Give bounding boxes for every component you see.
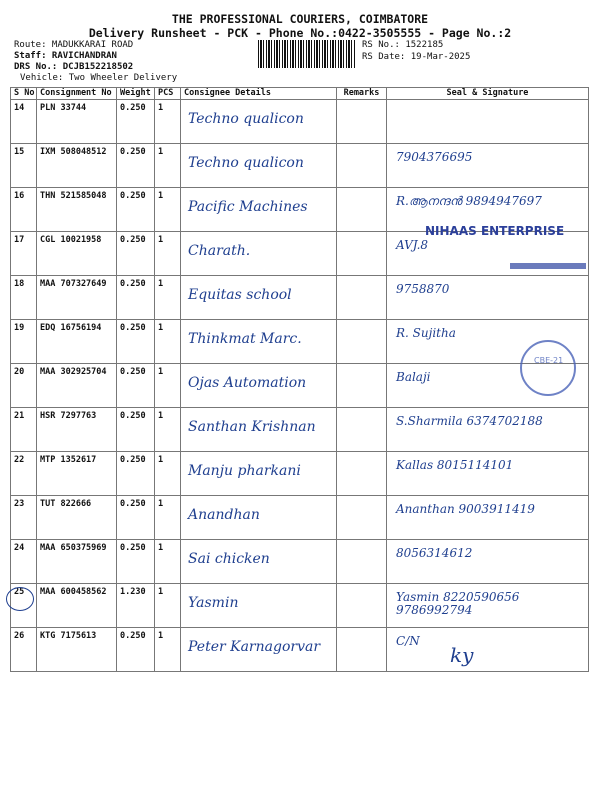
cell-pcs-text: 1: [158, 455, 164, 465]
cell-weight: [117, 452, 155, 496]
cell-sno-text: 25: [14, 587, 25, 597]
cell-consignee: [181, 408, 337, 452]
cell-consignee-text: Yasmin: [188, 595, 239, 611]
cell-consignee: [181, 628, 337, 672]
cell-signature-text: C/N: [396, 634, 420, 648]
cell-consignee: [181, 100, 337, 144]
cell-weight: [117, 232, 155, 276]
cell-weight-text: 0.250: [120, 411, 146, 421]
cell-signature-text: Kallas 8015114101: [396, 458, 514, 472]
cell-signature-text: Yasmin 8220590656 9786992794: [396, 590, 520, 617]
cell-sno-text: 24: [14, 543, 25, 553]
cell-consignee-text: Techno qualicon: [188, 155, 304, 171]
cell-consignee: [181, 540, 337, 584]
cell-weight: [117, 628, 155, 672]
cell-consignee: [181, 452, 337, 496]
cell-sno: [11, 628, 37, 672]
cell-weight-text: 0.250: [120, 235, 146, 245]
cell-consignee-text: Anandhan: [188, 507, 260, 523]
cell-signature-text: AVJ.8: [396, 238, 429, 252]
cell-weight-text: 0.250: [120, 191, 146, 201]
cell-consignment-no: [37, 628, 117, 672]
cell-consignee-text: Pacific Machines: [188, 199, 308, 215]
cell-pcs-text: 1: [158, 323, 164, 333]
cell-pcs: [155, 628, 181, 672]
cell-weight-text: 0.250: [120, 279, 146, 289]
cell-weight: [117, 188, 155, 232]
runsheet-title: Delivery Runsheet - PCK - Phone No.:0422-3505555 - Page No.:2: [88, 26, 512, 40]
cell-signature-text: 7904376695: [396, 150, 473, 164]
cell-consignment-no: [37, 452, 117, 496]
cell-pcs-text: 1: [158, 147, 164, 157]
cell-pcs: [155, 232, 181, 276]
cell-signature: [387, 100, 589, 144]
cell-signature-text: 8056314612: [396, 546, 473, 560]
cell-sno-text: 18: [14, 279, 25, 289]
cell-consignment-no-text: EDQ 16756194: [40, 323, 102, 333]
cell-consignment-no: [37, 188, 117, 232]
cell-signature-text: [390, 103, 585, 107]
cell-consignment-no-text: CGL 10021958: [40, 235, 102, 245]
cell-signature-text: R. Sujitha: [396, 326, 456, 340]
cell-consignment-no-text: MAA 302925704: [40, 367, 107, 377]
cell-signature: [387, 584, 589, 628]
cell-sno: [11, 540, 37, 584]
cell-weight: [117, 144, 155, 188]
table-row: [11, 100, 589, 144]
cell-pcs: [155, 408, 181, 452]
cell-remarks: [337, 144, 387, 188]
cell-sno: [11, 496, 37, 540]
cell-remarks: [337, 408, 387, 452]
cell-pcs: [155, 188, 181, 232]
automation-seal: [520, 340, 576, 396]
cell-weight-text: 0.250: [120, 147, 146, 157]
cell-signature: [387, 496, 589, 540]
cell-consignment-no: [37, 232, 117, 276]
cell-consignment-no: [37, 584, 117, 628]
table-row: [11, 276, 589, 320]
cell-pcs-text: 1: [158, 411, 164, 421]
cell-sno: [11, 276, 37, 320]
cell-sno-text: 26: [14, 631, 25, 641]
cell-signature: [387, 540, 589, 584]
cell-pcs-text: 1: [158, 191, 164, 201]
cell-signature: [387, 628, 589, 672]
cell-remarks: [337, 364, 387, 408]
rs-number: RS No.: 1522185: [362, 40, 444, 50]
cell-pcs: [155, 496, 181, 540]
cell-sno: [11, 408, 37, 452]
cell-consignee: [181, 584, 337, 628]
cell-consignee: [181, 188, 337, 232]
cell-remarks: [337, 188, 387, 232]
cell-consignee-text: Thinkmat Marc.: [188, 331, 302, 347]
cell-pcs-text: 1: [158, 543, 164, 553]
cell-consignee: [181, 320, 337, 364]
cell-sno-text: 20: [14, 367, 25, 377]
cell-remarks: [337, 540, 387, 584]
cell-remarks: [337, 276, 387, 320]
cell-pcs-text: 1: [158, 631, 164, 641]
cell-pcs-text: 1: [158, 103, 164, 113]
cell-signature-text: S.Sharmila 6374702188: [396, 414, 543, 428]
cell-weight: [117, 276, 155, 320]
cell-pcs: [155, 320, 181, 364]
cell-consignment-no-text: PLN 33744: [40, 103, 87, 113]
cell-consignee-text: Manju pharkani: [188, 463, 301, 479]
cell-sno-text: 15: [14, 147, 25, 157]
cell-sno-text: 14: [14, 103, 25, 113]
cell-weight: [117, 540, 155, 584]
col-pcs: PCS: [155, 88, 181, 100]
col-signature: Seal & Signature: [387, 88, 589, 100]
cell-signature-text: Ananthan 9003911419: [396, 502, 535, 516]
cell-sno-text: 22: [14, 455, 25, 465]
cell-consignment-no-text: MAA 707327649: [40, 279, 107, 289]
cell-consignment-no-text: THN 521585048: [40, 191, 107, 201]
company-stamp-text: NIHAAS ENTERPRISE: [425, 224, 565, 238]
cell-consignee: [181, 364, 337, 408]
cell-sno: [11, 188, 37, 232]
table-row: [11, 584, 589, 628]
cell-consignment-no: [37, 144, 117, 188]
cell-consignment-no: [37, 496, 117, 540]
cell-pcs-text: 1: [158, 279, 164, 289]
cell-pcs-text: 1: [158, 587, 164, 597]
cell-signature: [387, 452, 589, 496]
cell-consignment-no-text: TUT 822666: [40, 499, 92, 509]
cell-pcs: [155, 144, 181, 188]
cell-remarks: [337, 584, 387, 628]
cell-weight-text: 0.250: [120, 455, 146, 465]
cell-weight: [117, 320, 155, 364]
cell-weight-text: 0.250: [120, 499, 146, 509]
cell-pcs-text: 1: [158, 235, 164, 245]
col-consignee: Consignee Details: [181, 88, 337, 100]
cell-consignee: [181, 232, 337, 276]
col-weight: Weight: [117, 88, 155, 100]
cell-pcs-text: 1: [158, 499, 164, 509]
stamp-strikethrough: [510, 263, 586, 269]
runsheet-table: [10, 87, 589, 672]
cell-consignee: [181, 496, 337, 540]
cell-pcs: [155, 276, 181, 320]
col-sno: S No: [11, 88, 37, 100]
cell-consignment-no-text: MAA 600458562: [40, 587, 107, 597]
cell-weight-text: 1.230: [120, 587, 146, 597]
cell-sno: [11, 452, 37, 496]
cell-signature: [387, 144, 589, 188]
table-row: [11, 232, 589, 276]
cell-consignee-text: Techno qualicon: [188, 111, 304, 127]
cell-weight: [117, 364, 155, 408]
cell-sno-text: 19: [14, 323, 25, 333]
cell-weight-text: 0.250: [120, 367, 146, 377]
cell-remarks: [337, 320, 387, 364]
cell-weight: [117, 496, 155, 540]
cell-consignee-text: Sai chicken: [188, 551, 270, 567]
cell-consignee-text: Santhan Krishnan: [188, 419, 316, 435]
cell-weight: [117, 408, 155, 452]
row-26-circle-mark: [6, 587, 34, 611]
company-name: THE PROFESSIONAL COURIERS, COIMBATORE: [171, 12, 429, 26]
route: Route: MADUKKARAI ROAD: [14, 40, 134, 50]
table-row: [11, 540, 589, 584]
table-header: [11, 88, 589, 100]
cell-sno: [11, 364, 37, 408]
table-row: [11, 496, 589, 540]
cell-consignment-no: [37, 276, 117, 320]
cell-sno-text: 16: [14, 191, 25, 201]
cell-sno: [11, 144, 37, 188]
cell-pcs: [155, 364, 181, 408]
cell-consignment-no-text: IXM 508048512: [40, 147, 107, 157]
cell-remarks: [337, 452, 387, 496]
vehicle: Vehicle: Two Wheeler Delivery: [20, 73, 178, 83]
table-row: [11, 364, 589, 408]
col-remarks: Remarks: [337, 88, 387, 100]
barcode: [258, 40, 356, 68]
cell-signature: [387, 276, 589, 320]
cell-consignee-text: Peter Karnagorvar: [188, 639, 321, 655]
cell-consignee-text: Charath.: [188, 243, 251, 259]
cell-consignee: [181, 144, 337, 188]
cell-signature: [387, 408, 589, 452]
cell-weight: [117, 584, 155, 628]
cell-consignment-no-text: KTG 7175613: [40, 631, 97, 641]
cell-pcs: [155, 584, 181, 628]
table-row: [11, 452, 589, 496]
cell-consignment-no-text: HSR 7297763: [40, 411, 97, 421]
cell-remarks: [337, 100, 387, 144]
cell-sno: [11, 320, 37, 364]
cell-sno-text: 17: [14, 235, 25, 245]
cell-consignee-text: Ojas Automation: [188, 375, 307, 391]
cell-consignment-no-text: MAA 650375969: [40, 543, 107, 553]
cell-pcs: [155, 100, 181, 144]
cell-sno-text: 21: [14, 411, 25, 421]
cell-consignment-no: [37, 540, 117, 584]
cell-remarks: [337, 628, 387, 672]
cell-remarks: [337, 232, 387, 276]
cell-consignment-no-text: MTP 1352617: [40, 455, 97, 465]
footer-initials: ky: [450, 643, 474, 667]
table-row: [11, 320, 589, 364]
cell-consignment-no: [37, 100, 117, 144]
table-row: [11, 144, 589, 188]
drs-number: DRS No.: DCJB152218502: [14, 62, 134, 72]
cell-pcs: [155, 452, 181, 496]
cell-weight: [117, 100, 155, 144]
cell-signature-text: R.ആനന്ദൻ 9894947697: [396, 194, 542, 208]
cell-sno: [11, 100, 37, 144]
cell-sno: [11, 232, 37, 276]
cell-consignment-no: [37, 364, 117, 408]
cell-signature-text: 9758870: [396, 282, 450, 296]
cell-weight-text: 0.250: [120, 323, 146, 333]
cell-pcs: [155, 540, 181, 584]
rs-date: RS Date: 19-Mar-2025: [362, 52, 471, 62]
table-row: [11, 408, 589, 452]
cell-signature-text: Balaji: [396, 370, 431, 384]
cell-weight-text: 0.250: [120, 543, 146, 553]
cell-sno-text: 23: [14, 499, 25, 509]
seal-text: CBE-21: [534, 356, 564, 365]
col-consignment: Consignment No: [37, 88, 117, 100]
cell-pcs-text: 1: [158, 367, 164, 377]
table-row: [11, 628, 589, 672]
cell-consignee: [181, 276, 337, 320]
cell-consignment-no: [37, 320, 117, 364]
staff: Staff: RAVICHANDRAN: [14, 51, 117, 61]
cell-consignment-no: [37, 408, 117, 452]
cell-remarks: [337, 496, 387, 540]
cell-weight-text: 0.250: [120, 103, 146, 113]
cell-weight-text: 0.250: [120, 631, 146, 641]
cell-consignee-text: Equitas school: [188, 287, 292, 303]
